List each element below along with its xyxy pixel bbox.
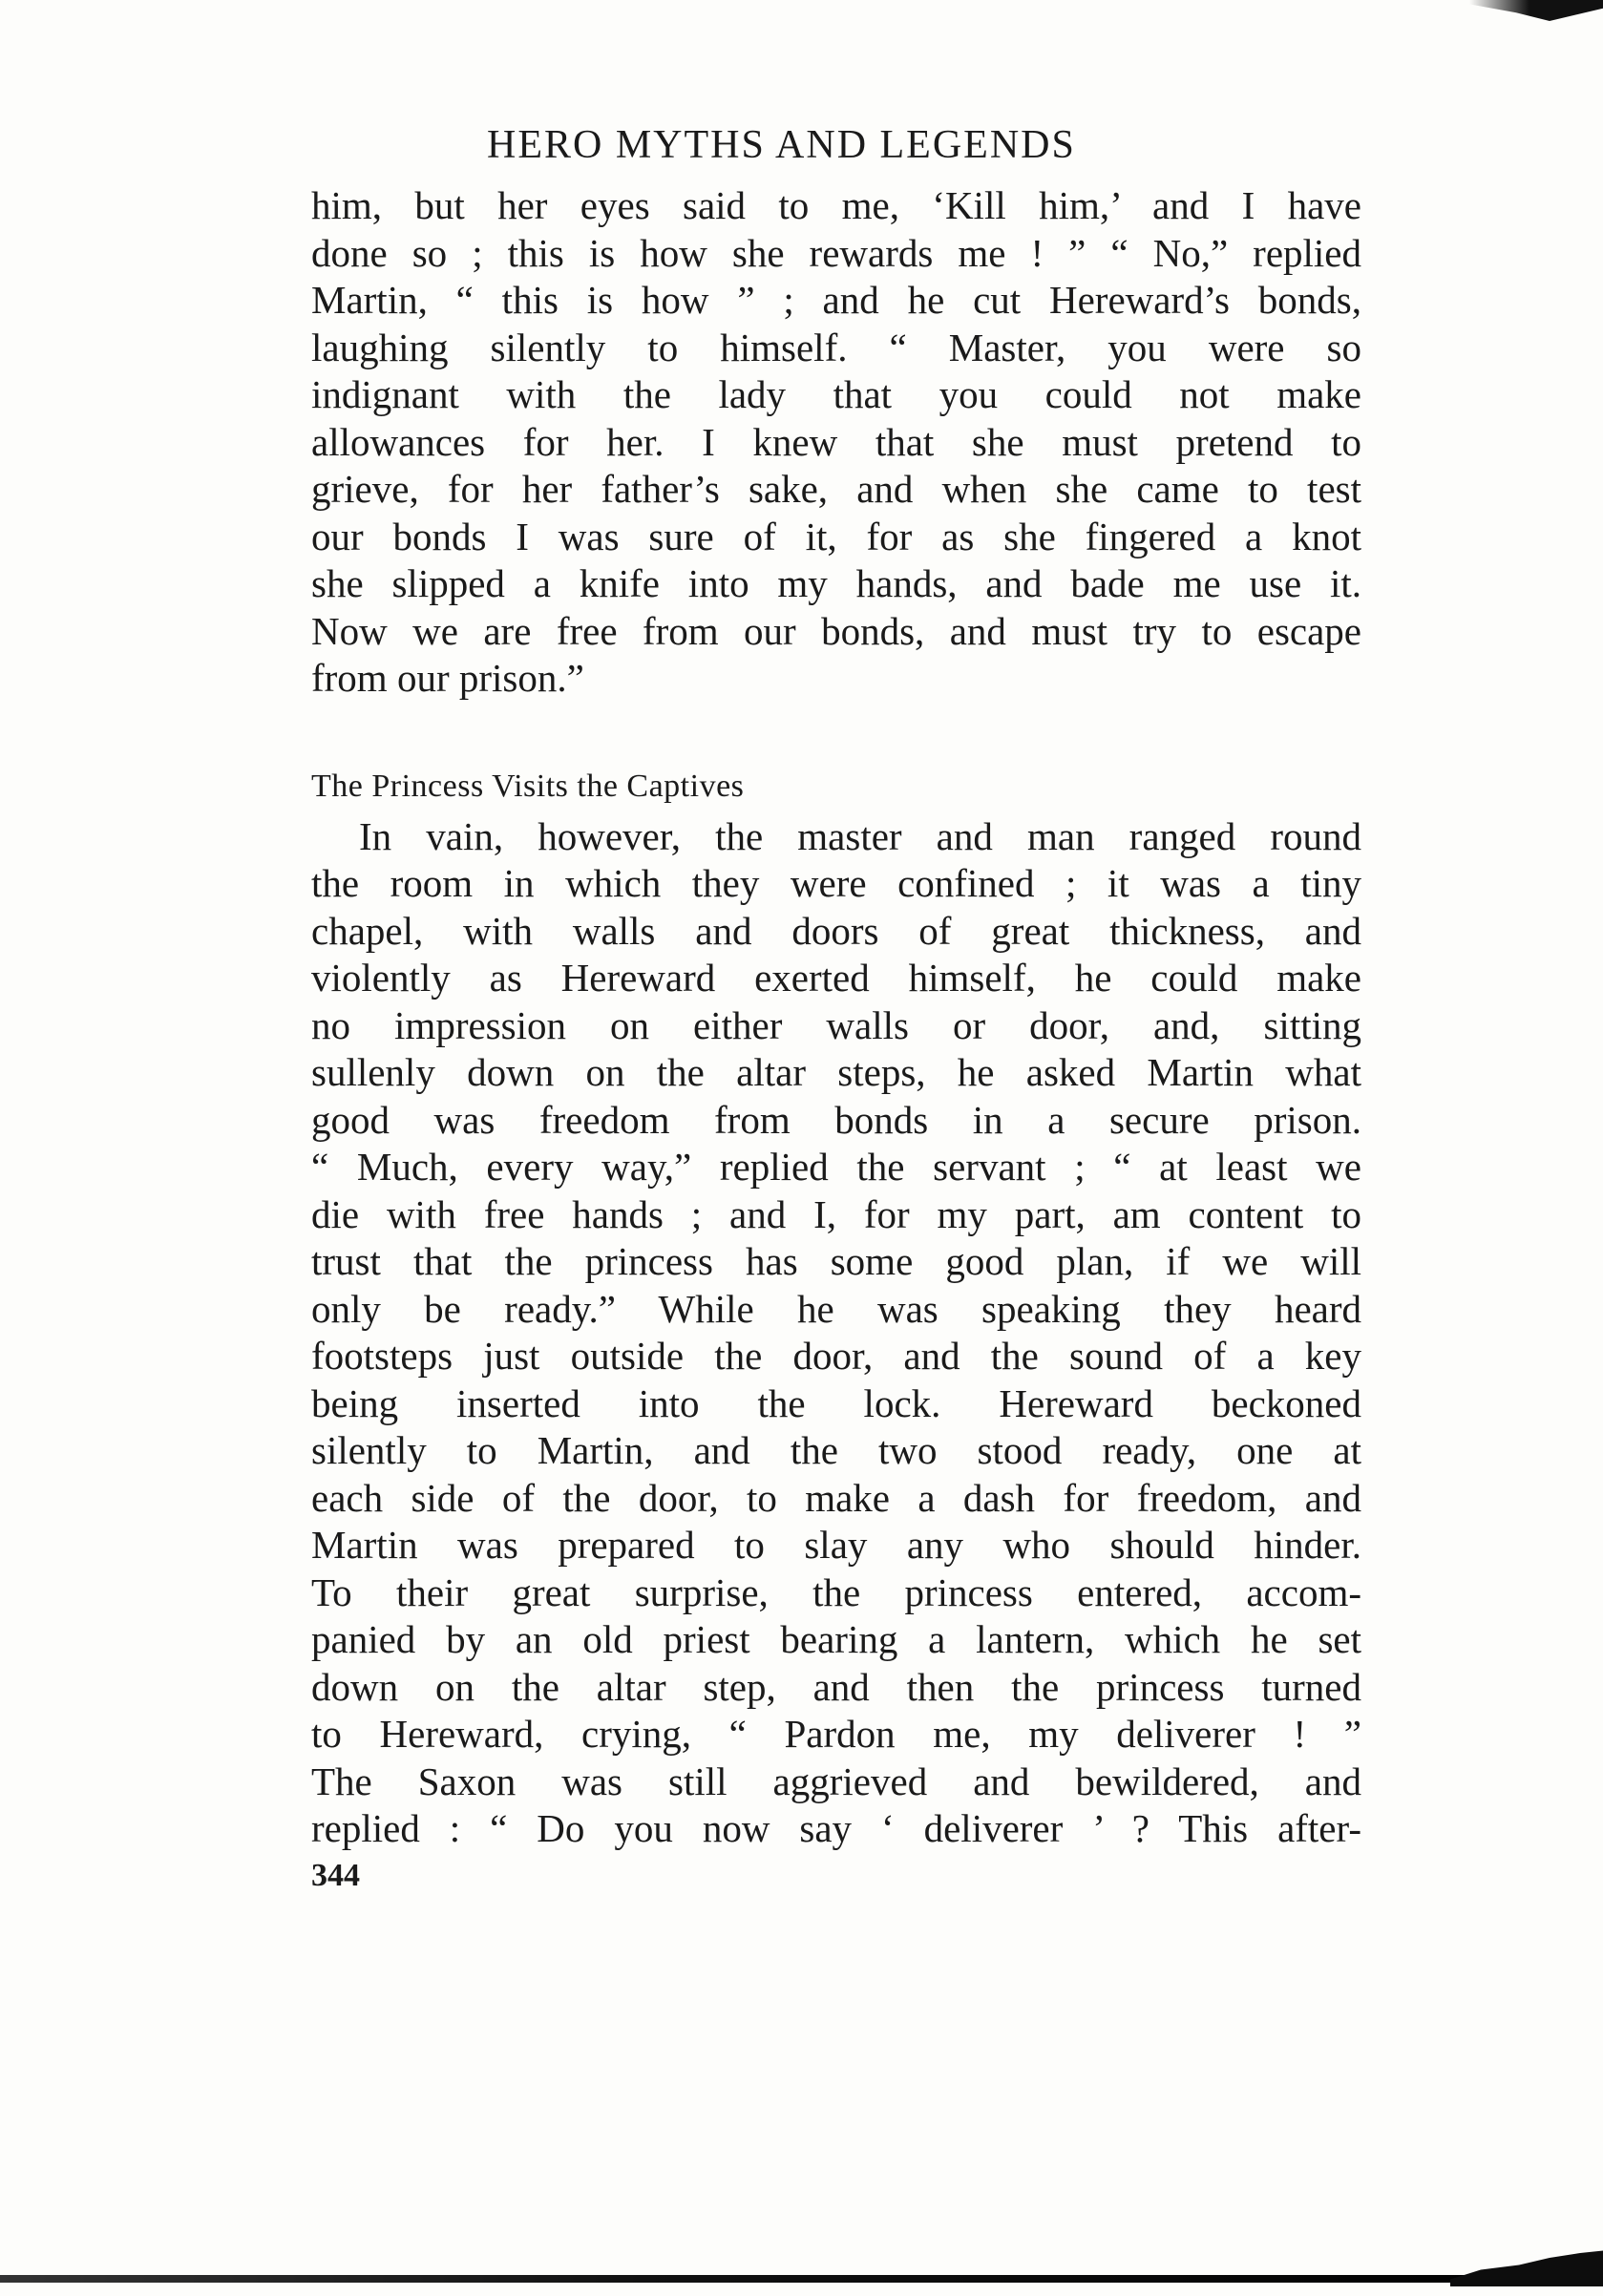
text-line: our bonds I was sure of it, for as she fingered a knot [311,514,1361,558]
text-line: only be ready.” While he was speaking they heard [311,1286,1361,1331]
text-line: die with free hands ; and I, for my part, am content to [311,1191,1361,1236]
scan-edge-mark-top [1469,0,1603,21]
running-head: HERO MYTHS AND LEGENDS [487,123,1076,167]
body-text [311,182,1361,1853]
text-line: In vain, however, the master and man ranged round [359,813,1361,858]
text-line: she slipped a knife into my hands, and bade me use it. [311,561,1361,605]
section-gap [311,703,1361,760]
text-line: him, but her eyes said to me, ‘Kill him,’ and I have [311,183,1361,227]
page-number: 344 [311,1858,360,1893]
text-line: panied by an old priest bearing a lantern, which he set [311,1617,1361,1661]
text-line: chapel, with walls and doors of great thickness, and [311,908,1361,953]
text-line: from our prison.” [311,656,584,700]
text-line: trust that the princess has some good plan, if we will [311,1239,1361,1283]
text-line: done so ; this is how she rewards me ! ” “ No,” replied [311,230,1361,275]
text-line: violently as Hereward exerted himself, he could make [311,956,1361,1000]
text-line: To their great surprise, the princess entered, accom- [311,1569,1361,1614]
text-line: no impression on either walls or door, and, sitting [311,1002,1361,1047]
text-line: allowances for her. I knew that she must pretend to [311,419,1361,464]
text-line: sullenly down on the altar steps, he asked Martin what [311,1050,1361,1094]
scan-edge-strip [0,2275,1603,2283]
text-line: the room in which they were confined ; it was a tiny [311,861,1361,905]
text-line: Now we are free from our bonds, and must try to escape [311,608,1361,653]
text-line: footsteps just outside the door, and the sound of a key [311,1334,1361,1378]
text-line: indignant with the lady that you could not make [311,372,1361,416]
text-line: laughing silently to himself. “ Master, you were so [311,325,1361,369]
text-line: replied : “ Do you now say ‘ deliverer ’ ? This after- [311,1806,1361,1850]
text-line: silently to Martin, and the two stood ready, one at [311,1428,1361,1472]
text-line: grieve, for her father’s sake, and when she came to test [311,467,1361,511]
scan-edge-mark-bottom [0,2241,1603,2296]
text-line: to Hereward, crying, “ Pardon me, my deliverer ! ” [311,1712,1361,1756]
text-line: Martin was prepared to slay any who should hinder. [311,1523,1361,1567]
text-line: down on the altar step, and then the princess turned [311,1664,1361,1709]
text-line: each side of the door, to make a dash for freedom, and [311,1475,1361,1520]
paragraph-1 [311,182,1361,703]
scan-edge-blob [1450,2239,1603,2286]
text-line: Martin, “ this is how ” ; and he cut Hereward’s bonds, [311,278,1361,322]
text-line: The Saxon was still aggrieved and bewildered, and [311,1759,1361,1803]
text-line: being inserted into the lock. Hereward beckoned [311,1380,1361,1425]
paragraph-2 [311,813,1361,1853]
text-line: “ Much, every way,” replied the servant ; “ at least we [311,1145,1361,1189]
text-line: good was freedom from bonds in a secure prison. [311,1097,1361,1142]
section-subheading: The Princess Visits the Captives [311,768,745,804]
